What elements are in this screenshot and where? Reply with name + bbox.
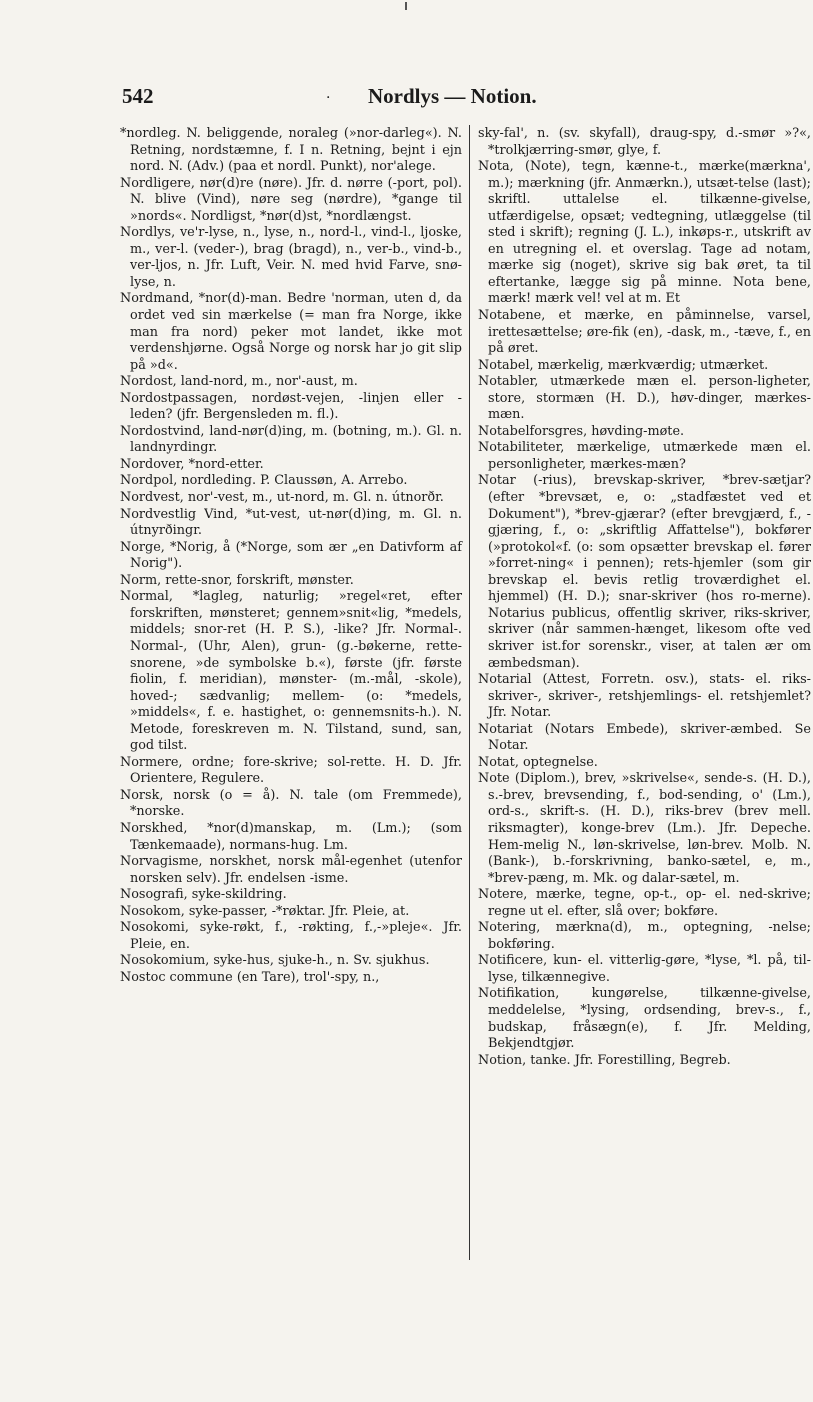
dictionary-entry: Notifikation, kungørelse, tilkænne-givelse, meddelelse, *lysing, ordsending, brev-s., f., budskap, fråsægn(e), f. Jfr. Melding, Bekjendtgjør. [478,986,811,1052]
column-divider [469,125,470,1260]
dictionary-entry: Notering, mærkna(d), m., optegning, -nelse; bokføring. [478,920,811,952]
dictionary-entry: Nostoc commune (en Tare), trol'-spy, n., [120,969,380,985]
dictionary-entry: Nosokom, syke-passer, -*røktar. Jfr. Pleie, at. [120,903,410,919]
dictionary-entry: Nordmand, *nor(d)-man. Bedre 'norman, uten d, da ordet ved sin mærkelse (= man fra Norge, ikke man fra nord) peker mot landet, ikke mot verdenshjørne. Også Norge og norsk har jo git slip på »d«. [120,291,462,373]
dictionary-entry: Notat, optegnelse. [478,754,598,770]
dictionary-entry: Nosokomi, syke-røkt, f., -røkting, f.,-»pleje«. Jfr. Pleie, en. [120,920,462,952]
dictionary-entry: Nordover, *nord-etter. [120,456,264,472]
page-number: 542 [122,84,154,108]
dictionary-entry: Nordostvind, land-nør(d)ing, m. (botning, m.). Gl. n. landnyrdingr. [120,423,462,456]
dictionary-entry: Notabene, et mærke, en påminnelse, varsel, irettesættelse; øre-fik (en), -dask, m., -tæve, f., en på øret. [478,308,811,357]
page-edge-mark [405,2,407,10]
dictionary-entry: sky-fal', n. (sv. skyfall), draug-spy, d.-smør »?«, *trolkjærring-smør, glye, f. [478,126,811,158]
dictionary-entry: Norsk, norsk (o = å). N. tale (om Fremmede), *norske. [120,787,462,820]
dictionary-entry: Notabiliteter, mærkelige, utmærkede mæn el. personligheter, mærkes-mæn? [478,440,811,472]
left-column [120,126,462,986]
dictionary-entry: Notabelforsgres, høvding-møte. [478,423,685,439]
dictionary-entry: Notabler, utmærkede mæn el. person-ligheter, store, stormæn (H. D.), høv-dinger, mærkes-mæn. [478,374,811,423]
dictionary-entry: Normal, *lagleg, naturlig; »regel«ret, efter forskriften, mønsteret; gennem»snit«lig, *medels, middels; snor-ret (H. P. S.), -like? Jfr. Normal-. Normal-, (Uhr, Alen), grun- (g.-bøkerne, rette-snorene, »de symbolske b.«), første (jfr. første fiolin, f. meridian), mønster- (m.-mål, -skole), hoved-; sædvanlig; mellem- (o: *medels, »middels«, f. e. hastighet, o: gennemsnits-h.). N. Metode, foreskreven m. N. Tilstand, sund, san, god tilst. [120,589,462,754]
header-dot: · [326,90,331,106]
dictionary-entry: Nordlys, ve'r-lyse, n., lyse, n., nord-l., vind-l., ljoske, m., ver-l. (veder-), brag (bragd), n., ver-b., vind-b., ver-ljos, n. Jfr. Luft, Veir. N. med hvid Farve, snø-lyse, n. [120,225,462,290]
dictionary-entry: Nosokomium, syke-hus, sjuke-h., n. Sv. sjukhus. [120,953,430,969]
dictionary-entry: Notariat (Notars Embede), skriver-æmbed. Se Notar. [478,721,811,754]
dictionary-entry: Note (Diplom.), brev, »skrivelse«, sende-s. (H. D.), s.-brev, brevsending, f., bod-sending, o' (Lm.), ord-s., skrift-s. (H. D.), riks-brev (brev mell. riksmagter), konge-brev (Lm.). Jfr. Depeche. Hem-melig N., løn-skrivelse, løn-brev. Molb. N. (Bank-), b.-forskrivning, banko-sætel, e, m., *brev-pæng, m. Mk. og dalar-sætel, m. [478,771,811,886]
dictionary-entry: Notabel, mærkelig, mærkværdig; utmærket. [478,357,769,373]
dictionary-entry: Nota, (Note), tegn, kænne-t., mærke(mærkna', m.); mærkning (jfr. Anmærkn.), utsæt-telse (last); skriftl. uttalelse el. tilkænne-givelse, utfærdigelse, opsæt; vedtegning, utlæggelse (til sted i skrift); regning (J. L.), inkøps-r., utskrift av en utregning el. et overslag. Tage ad notam, mærke sig (noget), skrive sig bak øret, ta til eftertanke, lægge sig på minne. Nota bene, mærk! mærk vel! vel at m. Et [478,159,811,307]
dictionary-entry: Nordvest, nor'-vest, m., ut-nord, m. Gl. n. útnorðr. [120,490,444,506]
page-header [118,84,758,114]
right-column [478,126,811,1069]
dictionary-entry: Nordostpassagen, nordøst-vejen, -linjen eller -leden? (jfr. Bergensleden m. fl.). [120,390,462,423]
dictionary-entry: Notarial (Attest, Forretn. osv.), stats- el. riks-skriver-, skriver-, retshjemlings- el. retshjemlet? Jfr. Notar. [478,672,811,721]
dictionary-entry: Nordvestlig Vind, *ut-vest, ut-nør(d)ing, m. Gl. n. útnyrðingr. [120,506,462,539]
running-title: Nordlys — Notion. [368,84,537,108]
dictionary-entry: Nordligere, nør(d)re (nøre). Jfr. d. nørre (-port, pol). N. blive (Vind), nøre seg (nørdre), *gange til »nords«. Nordligst, *nør(d)st, *nordlængst. [120,175,462,224]
dictionary-entry: Nordost, land-nord, m., nor'-aust, m. [120,374,358,390]
dictionary-entry: Norge, *Norig, å (*Norge, som ær „en Dativform af Norig"). [120,539,462,572]
dictionary-entry: Notificere, kun- el. vitterlig-gøre, *lyse, *l. på, til-lyse, tilkænnegive. [478,953,811,985]
dictionary-entry: Norskhed, *nor(d)manskap, m. (Lm.); (som Tænkemaade), normans-hug. Lm. [120,820,462,853]
dictionary-entry: Nordpol, nordleding. P. Claussøn, A. Arrebo. [120,473,408,489]
dictionary-entry: Norvagisme, norskhet, norsk mål-egenhet (utenfor norsken selv). Jfr. endelsen -isme. [120,854,462,886]
dictionary-entry: Norm, rette-snor, forskrift, mønster. [120,572,354,588]
dictionary-entry: Notion, tanke. Jfr. Forestilling, Begreb. [478,1052,731,1068]
dictionary-entry: Nosografi, syke-skildring. [120,887,287,903]
dictionary-entry: Notar (-rius), brevskap-skriver, *brev-sætjar? (efter *brevsæt, e, o: „stadfæstet ved et Dokument"), *brev-gjærar? (efter brevgjærd, f., -gjæring, f., o: „skriftlig Affattelse"), bokfører (»protokol«f. (o: som opsætter brevskap el. fører »forret-ning« i pennen); rets-hjemler (som gir brevskap el. bevis retlig troværdighet el. hjemmel) (H. D.); snar-skriver (hos ro-merne). Notarius publicus, offentlig skriver, riks-skriver, skriver (når sammen-hænget, likesom ofte ved skriver ist.for sorenskr., viser, at talen ær om æmbedsman). [478,473,811,671]
dictionary-entry: *nordleg. N. beliggende, noraleg (»nor-darleg«). N. Retning, nordstæmne, f. I n. Retning, bejnt i ejn nord. N. (Adv.) (paa et nordl. Punkt), nor'alege. [120,126,462,175]
dictionary-entry: Notere, mærke, tegne, op-t., op- el. ned-skrive; regne ut el. efter, slå over; bokføre. [478,887,811,919]
dictionary-entry: Normere, ordne; fore-skrive; sol-rette. H. D. Jfr. Orientere, Regulere. [120,754,462,787]
